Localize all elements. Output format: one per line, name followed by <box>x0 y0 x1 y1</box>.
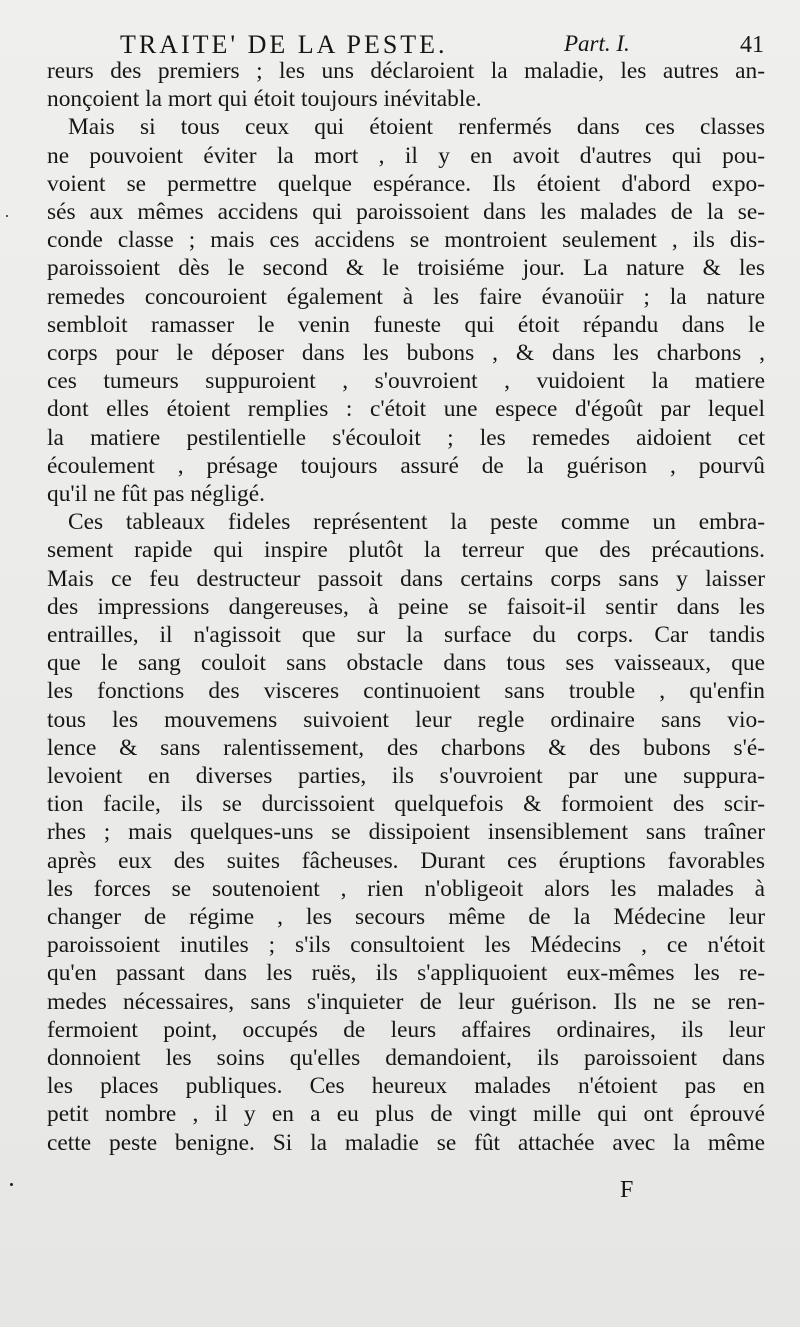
text-line: Ces tableaux fideles représentent la peste comme un embra- <box>68 509 765 536</box>
text-line: écoulement , présage toujours assuré de la guérison , pourvû <box>47 452 765 479</box>
text-line: tous les mouvemens suivoient leur regle ordinaire sans vio- <box>47 706 765 733</box>
text-line: cette peste benigne. Si la maladie se fût attachée avec la même <box>47 1129 765 1156</box>
text-line: rhes ; mais quelques-uns se dissipoient insensiblement sans traîner <box>47 819 765 846</box>
text-line: ne pouvoient éviter la mort , il y en avoit d'autres qui pou- <box>47 142 765 169</box>
text-line: changer de régime , les secours même de la Médecine leur <box>47 904 765 930</box>
text-line: reurs des premiers ; les uns déclaroient la maladie, les autres an- <box>47 58 765 84</box>
text-line: voient se permettre quelque espérance. Ils étoient d'abord expo- <box>47 170 765 197</box>
text-line: que le sang couloit sans obstacle dans tous ses vaisseaux, que <box>47 650 765 677</box>
text-line: ces tumeurs suppuroient , s'ouvroient , vuidoient la matiere <box>47 368 765 395</box>
text-line: fermoient point, occupés de leurs affaires ordinaires, ils leur <box>47 1016 765 1043</box>
text-line: entrailles, il n'agissoit que sur la surface du corps. Car tandis <box>47 622 765 648</box>
text-line: Mais ce feu destructeur passoit dans certains corps sans y laisser <box>47 565 765 592</box>
text-line: petit nombre , il y en a eu plus de vingt mille qui ont éprouvé <box>47 1101 765 1128</box>
signature-mark: F <box>620 1177 634 1203</box>
text-line: corps pour le déposer dans les bubons , & dans les charbons , <box>47 340 765 366</box>
text-line: les forces se soutenoient , rien n'obligeoit alors les malades à <box>47 875 765 902</box>
text-line: des impressions dangereuses, à peine se faisoit-il sentir dans les <box>47 593 765 620</box>
text-line: paroissoient inutiles ; s'ils consultoient les Médecins , ce n'étoit <box>47 932 765 959</box>
text-line: sembloit ramasser le venin funeste qui étoit répandu dans le <box>47 311 765 338</box>
text-line: sés aux mêmes accidens qui paroissoient dans les malades de la se- <box>47 199 765 225</box>
text-line: medes nécessaires, sans s'inquieter de leur guérison. Ils ne se ren- <box>47 988 765 1015</box>
text-line: sement rapide qui inspire plutôt la terreur que des précautions. <box>47 537 765 564</box>
page-number: 41 <box>740 32 764 58</box>
text-line: levoient en diverses parties, ils s'ouvroient par une suppura- <box>47 763 765 789</box>
scan-speck <box>6 215 8 217</box>
text-line: dont elles étoient remplies : c'étoit une espece d'égoût par lequel <box>47 396 765 423</box>
running-head-title: TRAITE' DE LA PESTE. <box>120 30 448 59</box>
text-line: nonçoient la mort qui étoit toujours inévitable. <box>47 86 482 113</box>
text-line: qu'en passant dans les ruës, ils s'appliquoient eux-mêmes les re- <box>47 960 765 987</box>
running-head-part: Part. I. <box>564 31 630 56</box>
text-line: remedes concouroient également à les faire évanoüir ; la nature <box>47 283 765 310</box>
text-line: qu'il ne fût pas négligé. <box>47 481 265 507</box>
text-line: les fonctions des visceres continuoient sans trouble , qu'enfin <box>47 678 765 705</box>
text-line: conde classe ; mais ces accidens se montroient seulement , ils dis- <box>47 227 765 254</box>
text-line: la matiere pestilentielle s'écouloit ; les remedes aidoient cet <box>47 424 765 451</box>
running-head <box>120 30 764 60</box>
text-line: paroissoient dès le second & le troisiéme jour. La nature & les <box>47 255 765 282</box>
scan-speck <box>10 1183 13 1186</box>
text-line: après eux des suites fâcheuses. Durant ces éruptions favorables <box>47 847 765 874</box>
text-line: donnoient les soins qu'elles demandoient, ils paroissoient dans <box>47 1045 765 1071</box>
text-line: lence & sans ralentissement, des charbons & des bubons s'é- <box>47 734 765 761</box>
text-line: tion facile, ils se durcissoient quelquefois & formoient des scir- <box>47 791 765 818</box>
text-line: les places publiques. Ces heureux malades n'étoient pas en <box>47 1073 765 1100</box>
text-line: Mais si tous ceux qui étoient renfermés dans ces classes <box>68 114 765 141</box>
